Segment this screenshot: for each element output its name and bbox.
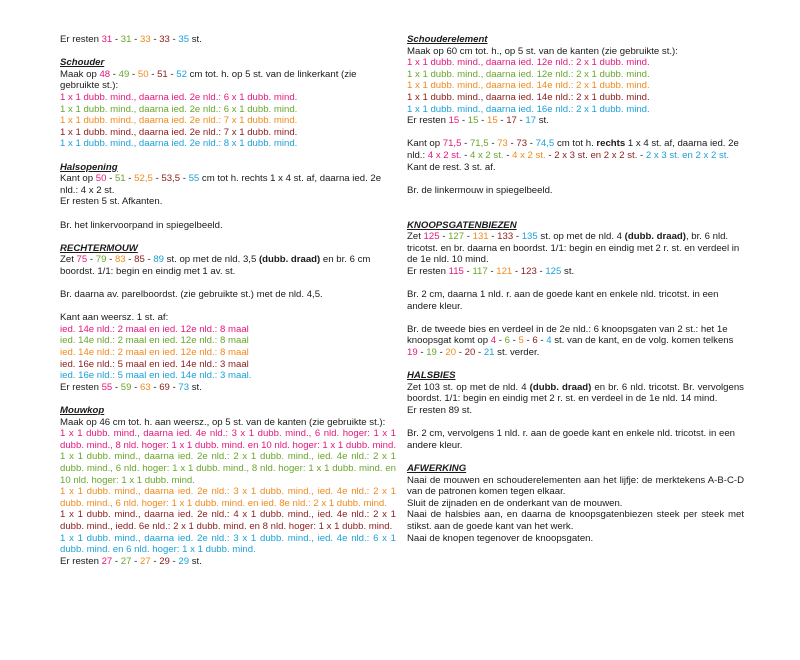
text-run: 1 x 1 dubb. mind., daarna ied. 2e nld.: 8 x 1 dubb. mind. [60, 138, 298, 150]
text-run: 52 [176, 68, 187, 80]
text-run: - [545, 149, 555, 161]
text-run: Er resten [407, 115, 449, 127]
instruction-paragraph [60, 533, 396, 556]
text-run: Naai de knopen tegenover de knoopsgaten. [407, 532, 594, 544]
text-run: 4 x 2 st. [512, 149, 546, 161]
instruction-paragraph [407, 509, 744, 532]
text-run: 73 [516, 138, 528, 150]
text-run: 15 [467, 115, 479, 127]
instruction-paragraph [407, 428, 744, 451]
text-run: 50 [95, 173, 107, 185]
instruction-paragraph [60, 509, 396, 532]
instruction-paragraph [60, 417, 396, 429]
spacer [407, 173, 744, 185]
instruction-paragraph [407, 69, 744, 81]
text-run: 4 [490, 335, 497, 347]
text-run: - [459, 115, 468, 127]
text-run: 63 [140, 381, 151, 393]
text-run: 5 [518, 335, 524, 347]
text-run: 4 x 2 st. [427, 149, 462, 161]
text-run: 6 [532, 335, 538, 347]
text-run: 1 x 1 dubb. mind., daarna ied. 16e nld.: 2 x 1 dubb. mind. [407, 103, 650, 115]
text-run: Er resten [60, 381, 102, 393]
text-run: 89 [153, 254, 165, 266]
spacer [60, 150, 396, 162]
text-run: 52,5 [134, 173, 153, 185]
text-run: 20 [464, 347, 476, 359]
text-run: 27 [101, 555, 113, 567]
instruction-paragraph [407, 266, 744, 278]
text-run: Zet [60, 254, 77, 266]
instruction-paragraph [407, 533, 744, 545]
instruction-paragraph [60, 324, 396, 336]
text-run: 55 [188, 173, 200, 185]
text-run: 6 [504, 335, 510, 347]
text-run: - [439, 231, 449, 243]
section-heading: Halsopening [60, 161, 118, 173]
text-run: 75 [76, 254, 88, 266]
text-run: 31 [120, 34, 132, 45]
text-run: 115 [448, 265, 464, 277]
text-run: - [180, 173, 189, 185]
text-run: - [150, 555, 160, 567]
text-run: 33 [159, 34, 170, 45]
text-run: Br. het linkervoorpand in spiegelbeeld. [60, 219, 223, 231]
text-run: Er resten 89 st. [407, 405, 473, 416]
text-run: - [436, 347, 446, 359]
left-column [60, 34, 396, 567]
text-run: - [475, 347, 484, 359]
spacer [60, 231, 396, 243]
text-run: 53,5 [161, 173, 181, 185]
instruction-paragraph [407, 231, 744, 266]
text-run: - [512, 265, 521, 277]
text-run: (dubb. draad) [624, 231, 686, 243]
text-run: ied. 14e nld.: 2 maal en ied. 12e nld.: 8 maal [60, 347, 249, 359]
text-run: 4 [546, 335, 552, 347]
text-run: Br. 2 cm, daarna 1 nld. r. aan de goede kant en enkele nld. tricotst. in een andere kleur. [407, 289, 719, 312]
text-run: - [106, 254, 115, 266]
spacer [60, 208, 396, 220]
text-run: - [527, 138, 536, 150]
text-run: - [148, 68, 158, 80]
text-run: - [169, 555, 179, 567]
text-run: - [169, 34, 179, 45]
spacer [407, 451, 744, 463]
spacer [60, 393, 396, 405]
text-run: - [110, 68, 119, 80]
text-run: 15 [448, 115, 460, 127]
text-run: 48 [99, 68, 111, 80]
text-run: st. [189, 34, 202, 45]
text-run: 27 [120, 555, 132, 567]
text-run: - [131, 34, 140, 45]
text-run: - [478, 115, 487, 127]
spacer [407, 312, 744, 324]
text-run: 71,5 [469, 138, 489, 150]
text-run: (dubb. draad) [529, 381, 592, 393]
text-run: 1 x 1 dubb. mind., daarna ied. 4e nld.: 3 x 1 dubb. mind., 6 nld. hoger: 1 x 1 dubb. mind., 8 nld. hoger: 1 x 1 dubb. mind. en 10 nld. hoger: 1 x 1 dubb. mind. [60, 428, 397, 451]
text-run: Kant op [60, 173, 96, 185]
spacer [407, 359, 744, 371]
text-run: - [523, 335, 533, 347]
text-run: 55 [101, 381, 113, 393]
text-run: - [125, 254, 135, 266]
text-run: , br. 6 nld. tricotst. en br. daarna en boordst. 1/1: begin en eindig met 2 r. st. en verdeel in de 1e nld. 10 mind. [407, 231, 740, 266]
section-heading: KNOOPSGATENBIEZEN [407, 219, 517, 231]
instruction-paragraph [60, 289, 396, 301]
instruction-paragraph [407, 104, 744, 116]
text-run: 79 [95, 254, 107, 266]
text-run: - [150, 34, 160, 45]
instruction-paragraph [60, 104, 396, 116]
text-run: ied. 16e nld.: 5 maal en ied. 14e nld.: 3 maal [60, 358, 249, 370]
text-run: cm tot h. [554, 138, 597, 150]
text-run: 1 x 1 dubb. mind., daarna ied. 14e nld.: 2 x 1 dubb. mind. [407, 91, 650, 103]
text-run: 1 x 1 dubb. mind., daarna ied. 2e nld.: 4 x 1 dubb. mind., ied. 4e nld.: 2 x 1 dubb. mind., iedd. 6e nld.: 2 x 1 dubb. mind. en 8 nld. hoger: 1 x 1 dubb. mind. [60, 509, 396, 532]
text-run: 33 [140, 34, 151, 45]
instruction-paragraph [60, 127, 396, 139]
text-run: 27 [140, 555, 151, 567]
text-run: - [112, 555, 121, 567]
text-run: - [516, 115, 526, 127]
instruction-paragraph [60, 347, 396, 359]
text-run: 17 [525, 115, 537, 127]
text-run: - [152, 173, 162, 185]
instruction-paragraph [60, 335, 396, 347]
text-run: 15 [487, 115, 498, 127]
text-run: - [464, 231, 473, 243]
instruction-paragraph [60, 382, 396, 394]
text-run: 20 [445, 347, 457, 359]
spacer [407, 277, 744, 289]
section-heading: AFWERKING [407, 462, 467, 474]
text-run: - [106, 173, 115, 185]
text-run: 131 [472, 231, 489, 243]
spacer [60, 301, 396, 313]
text-run: (dubb. draad) [258, 254, 321, 266]
text-run: - [112, 381, 121, 393]
text-run: - [503, 149, 513, 161]
text-run: Br. de linkermouw in spiegelbeeld. [407, 184, 553, 196]
instruction-paragraph [60, 428, 396, 451]
text-run: 1 x 1 dubb. mind., daarna ied. 2e nld.: 7 x 1 dubb. mind. [60, 126, 298, 138]
text-run: Br. de tweede bies en verdeel in de 2e nld.: 6 knoopsgaten van 2 st.: het 1e knoopsgat komt op [407, 323, 728, 347]
instruction-paragraph [407, 498, 744, 510]
instruction-paragraph [60, 220, 396, 232]
text-run: Kant de rest. 3 st. af. [407, 161, 496, 173]
text-run: st. [189, 555, 202, 567]
text-run: st. verder. [494, 347, 540, 359]
text-run: 1 x 1 dubb. mind., daarna ied. 14e nld.: 2 x 1 dubb. mind. [407, 80, 650, 92]
text-run: Naai de halsbies aan, en daarna de knoopsgatenbiezen steek per steek met stikst. aan de goede kant van het werk. [407, 509, 744, 532]
text-run: st. [561, 265, 575, 277]
text-run: 31 [101, 34, 113, 45]
text-run: - [496, 335, 505, 347]
text-run: Maak op [60, 68, 100, 80]
text-run: ied. 14e nld.: 2 maal en ied. 12e nld.: 8 maal [60, 323, 249, 335]
text-run: rechts [596, 138, 626, 150]
instruction-paragraph [60, 486, 396, 509]
text-run: st. op met de nld. 3,5 [164, 254, 259, 266]
instruction-paragraph [60, 370, 396, 382]
text-run: 69 [159, 381, 170, 393]
text-run: 117 [472, 265, 488, 277]
text-run: - [131, 381, 140, 393]
text-run: - [488, 138, 498, 150]
text-run: 1 x 4 st. af, daarna ied. 2e nld.: [407, 138, 739, 161]
instruction-paragraph [60, 92, 396, 104]
instruction-paragraph [407, 92, 744, 104]
text-run: 59 [120, 381, 132, 393]
spacer [60, 277, 396, 289]
text-run: Sluit de zijnaden en de onderkant van de mouwen. [407, 497, 623, 509]
instruction-paragraph [60, 254, 396, 277]
text-run: - [417, 347, 427, 359]
text-run: - [536, 265, 546, 277]
section-heading: Mouwkop [60, 405, 105, 416]
text-run: - [509, 335, 519, 347]
instruction-paragraph [60, 115, 396, 127]
instruction-paragraph [60, 69, 396, 92]
text-run: st. [536, 115, 549, 127]
text-run: - [463, 265, 473, 277]
instruction-paragraph [407, 185, 744, 197]
text-run: 51 [114, 173, 126, 185]
text-run: 73 [178, 381, 190, 393]
text-run: 125 [545, 265, 562, 277]
text-run: - [112, 34, 121, 45]
instruction-paragraph [407, 57, 744, 69]
text-run: - [150, 381, 160, 393]
instruction-paragraph [60, 451, 396, 486]
section-heading: HALSBIES [407, 370, 456, 382]
instruction-paragraph [60, 556, 396, 568]
text-run: 121 [496, 265, 513, 277]
text-run: 29 [159, 555, 170, 567]
text-run: - [131, 555, 140, 567]
section-heading: Schouder [60, 57, 105, 69]
text-run: 2 x 3 st. en 2 x 2 st. [645, 149, 730, 161]
text-run: 135 [521, 231, 538, 243]
text-run: st. op met de nld. 4 [537, 231, 625, 243]
text-run: 19 [426, 347, 437, 359]
text-run: Kant op [407, 138, 443, 150]
text-run: - [167, 68, 177, 80]
text-run: - [507, 138, 517, 150]
text-run: cm tot. h. op 5 st. van de linkerkant (zie gebruikte st.): [60, 68, 357, 92]
text-run: - [487, 265, 497, 277]
text-run: 1 x 1 dubb. mind., daarna ied. 12e nld.: 2 x 1 dubb. mind. [407, 68, 650, 80]
text-run: 21 [483, 347, 495, 359]
spacer [407, 127, 744, 139]
text-run: Er resten 5 st. Afkanten. [60, 196, 163, 208]
text-run: - [461, 149, 470, 161]
text-run: Br. 2 cm, vervolgens 1 nld. r. aan de goede kant en enkele nld. tricotst. in een andere kleur. [407, 428, 735, 451]
text-run: Maak op 60 cm tot. h., op 5 st. van de kanten (zie gebruikte st.): [407, 45, 678, 57]
instruction-paragraph [60, 34, 396, 46]
text-run: 2 x 3 st. en 2 x 2 st. [554, 149, 638, 161]
text-run: - [461, 138, 470, 150]
instruction-paragraph [60, 312, 396, 324]
text-run: - [125, 173, 135, 185]
text-run: 4 x 2 st. [469, 149, 504, 161]
instruction-paragraph [407, 324, 744, 359]
text-run: 74,5 [535, 138, 555, 150]
text-run: 1 x 1 dubb. mind., daarna ied. 2e nld.: 3 x 1 dubb. mind., ied. 4e nld.: 2 x 1 dubb. mind., 6 nld. hoger: 1 x 1 dubb. mind. en ied. 8e nld.: 2 x 1 dubb. mind. [60, 486, 396, 509]
text-run: 1 x 1 dubb. mind., daarna ied. 12e nld.: 2 x 1 dubb. mind. [407, 57, 650, 69]
text-run: 51 [157, 68, 168, 80]
text-run: 1 x 1 dubb. mind., daarna ied. 2e nld.: 2 x 1 dubb. mind., ied. 4e nld.: 2 x 1 dubb. mind., 6 nld. hoger: 1 x 1 dubb. mind., 8 nld. hoger: 1 x 1 dubb. mind. en 10 nld. hoger: 1 x 1 dubb. mind. [60, 451, 396, 486]
text-run: ied. 16e nld.: 5 maal en ied. 14e nld.: 3 maal. [60, 370, 252, 382]
text-run: 1 x 1 dubb. mind., daarna ied. 2e nld.: 6 x 1 dubb. mind. [60, 91, 298, 103]
instruction-paragraph [407, 475, 744, 498]
text-run: - [488, 231, 498, 243]
text-run: 29 [178, 555, 190, 567]
text-run: Kant aan weersz. 1 st. af: [60, 312, 169, 324]
text-run: Er resten [60, 555, 102, 567]
text-run: Zet 103 st. op met de nld. 4 [407, 381, 530, 393]
text-run: - [129, 68, 138, 80]
instruction-paragraph [407, 162, 744, 174]
spacer [60, 46, 396, 58]
text-run: - [513, 231, 522, 243]
section-heading: RECHTERMOUW [60, 242, 138, 254]
text-run: 73 [497, 138, 508, 150]
text-run: ied. 14e nld.: 2 maal en ied. 12e nld.: 8 maal [60, 335, 249, 347]
spacer [407, 208, 744, 220]
text-run: - [537, 335, 547, 347]
text-run: 125 [423, 231, 440, 243]
instruction-paragraph [407, 115, 744, 127]
right-column [407, 34, 744, 544]
text-run: 1 x 1 dubb. mind., daarna ied. 2e nld.: 7 x 1 dubb. mind. [60, 115, 298, 127]
text-run: Br. daarna av. parelboordst. (zie gebruikte st.) met de nld. 4,5. [60, 289, 323, 301]
text-run: - [637, 149, 646, 161]
instruction-paragraph [407, 46, 744, 58]
text-run: Maak op 46 cm tot. h. aan weersz., op 5 st. van de kanten (zie gebruikte st.): [60, 416, 386, 428]
instruction-paragraph [60, 138, 396, 150]
text-run: en br. 6 cm boordst. 1/1: begin en eindig met 1 av. st. [60, 254, 371, 277]
text-run: 19 [407, 347, 418, 359]
text-run: Er resten [407, 265, 449, 277]
text-run: - [456, 347, 465, 359]
text-run: 71,5 [442, 138, 462, 150]
text-run: - [144, 254, 154, 266]
instruction-paragraph [407, 405, 744, 417]
text-run: Zet [407, 231, 424, 243]
section-heading: Schouderelement [407, 34, 488, 45]
instruction-paragraph [407, 138, 744, 161]
spacer [407, 196, 744, 208]
text-run: 1 x 1 dubb. mind., daarna ied. 2e nld.: 3 x 1 dubb. mind., ied. 4e nld.: 6 x 1 dubb. mind. en 6 nld. hoger: 1 x 1 dubb. mind. [60, 532, 396, 556]
text-run: 85 [134, 254, 145, 266]
spacer [407, 417, 744, 429]
instruction-paragraph [407, 382, 744, 405]
text-run: 17 [506, 115, 517, 127]
text-run: st. [189, 381, 202, 393]
text-run: 123 [520, 265, 537, 277]
text-run: - [497, 115, 507, 127]
text-run: 35 [178, 34, 190, 45]
text-run: 133 [497, 231, 514, 243]
text-run: 127 [448, 231, 465, 243]
text-run: cm tot h. rechts 1 x 4 st. af, daarna ied. 2e nld.: 4 x 2 st. [60, 173, 382, 196]
text-run: 50 [137, 68, 149, 80]
text-run: st. van de kant, en de volg. komen telkens [551, 335, 734, 347]
text-run: Naai de mouwen en schouderelementen aan het lijfje: de merktekens A-B-C-D van de patronen komen tegen elkaar. [407, 474, 744, 498]
text-run: 1 x 1 dubb. mind., daarna ied. 2e nld.: 6 x 1 dubb. mind. [60, 103, 298, 115]
text-run: - [87, 254, 96, 266]
instruction-paragraph [60, 196, 396, 208]
instruction-paragraph [60, 359, 396, 371]
text-run: - [169, 381, 179, 393]
text-run: 83 [114, 254, 126, 266]
text-run: Er resten [60, 34, 102, 45]
instruction-paragraph [60, 173, 396, 196]
instruction-paragraph [407, 289, 744, 312]
text-run: en br. 6 nld. tricotst. Br. vervolgens boordst. 1/1: begin en eindig met 2 r. st. en verdeel in de 1e nld. 14 mind. [407, 381, 744, 405]
text-run: 49 [118, 68, 130, 80]
instruction-paragraph [407, 80, 744, 92]
